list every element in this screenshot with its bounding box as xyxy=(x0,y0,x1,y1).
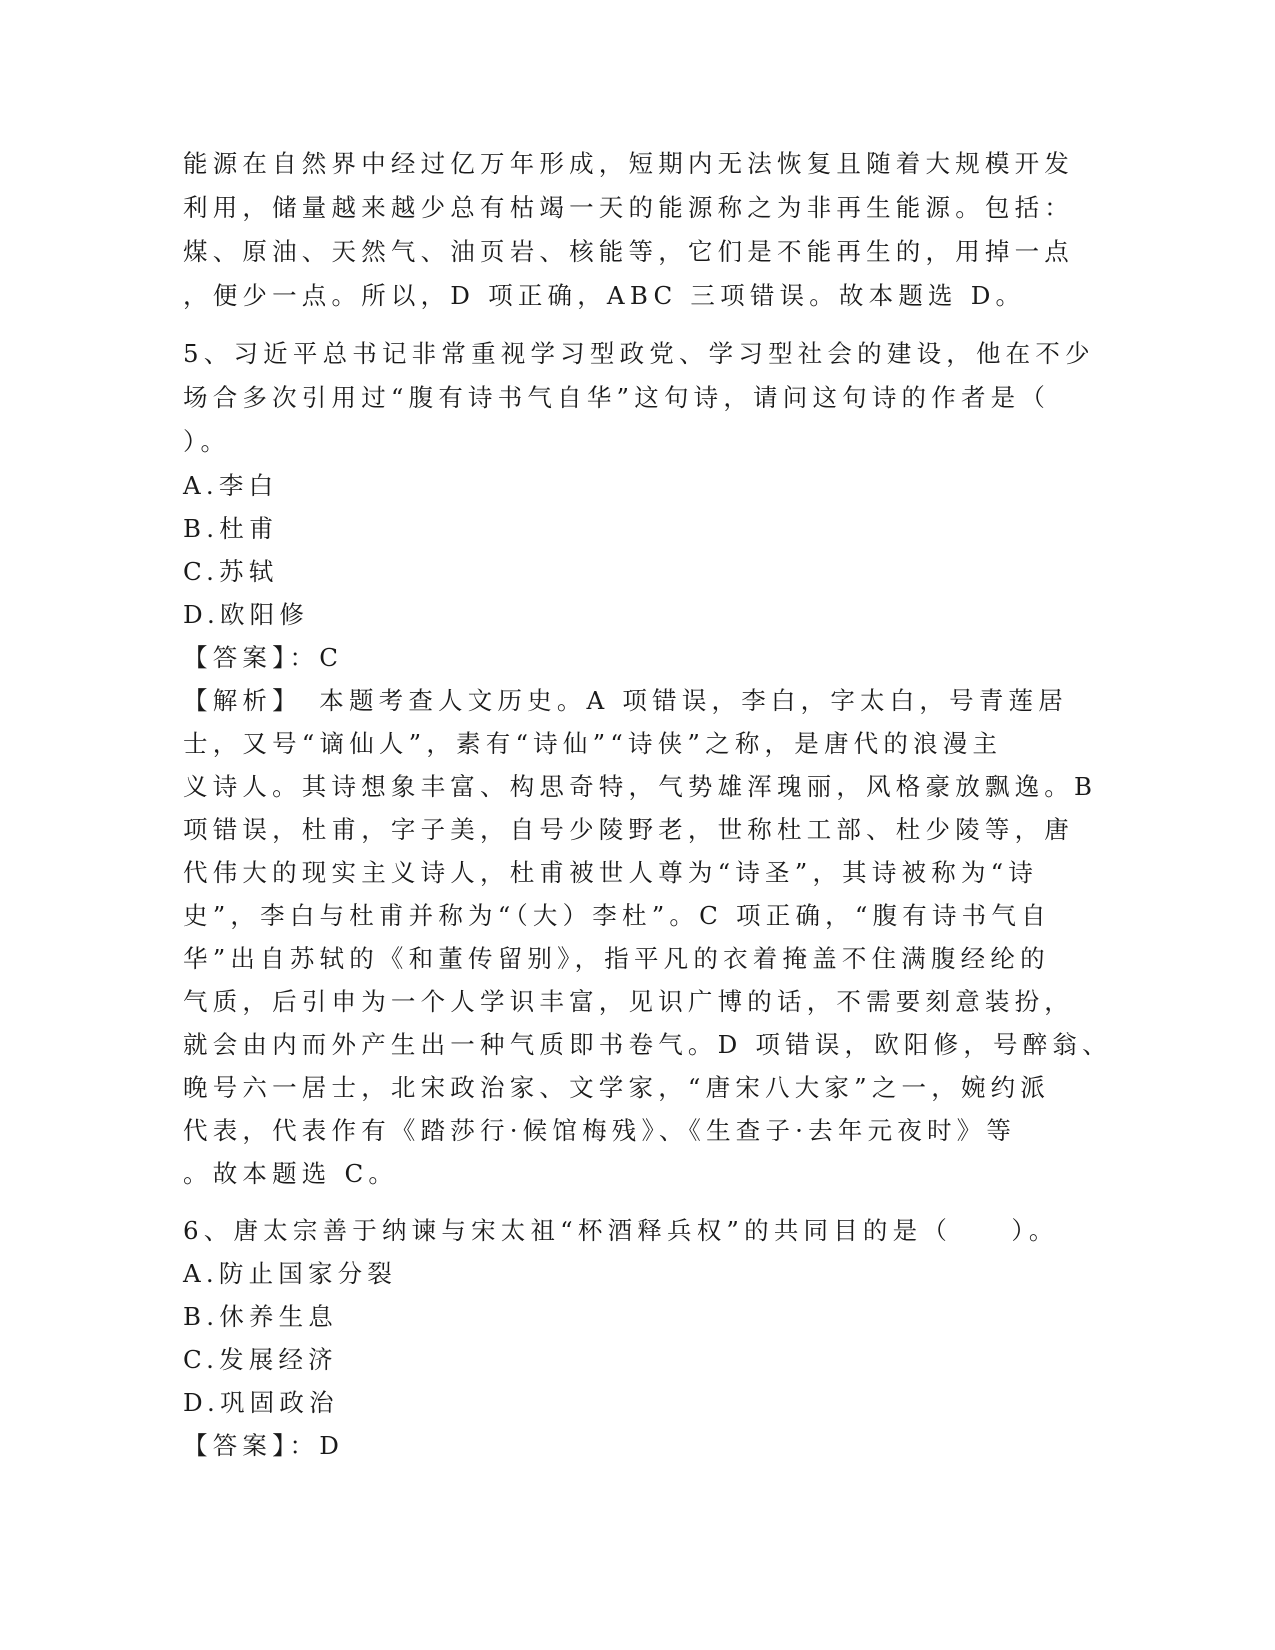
option-a: A.防止国家分裂 xyxy=(183,1259,398,1288)
explanation-line: 代伟大的现实主义诗人，杜甫被世人尊为“诗圣”，其诗被称为“诗 xyxy=(183,858,1039,887)
explanation-line: 晚号六一居士，北宋政治家、文学家，“唐宋八大家”之一，婉约派 xyxy=(183,1073,1051,1102)
explanation xyxy=(183,679,1112,1195)
explanation-line: 华”出自苏轼的《和董传留别》，指平凡的衣着掩盖不住满腹经纶的 xyxy=(183,944,1050,973)
text-line: 能源在自然界中经过亿万年形成，短期内无法恢复且随着大规模开发 xyxy=(183,149,1074,178)
text-line: 利用，储量越来越少总有枯竭一天的能源称之为非再生能源。包括： xyxy=(183,193,1074,222)
answer: 【答案】：C xyxy=(183,643,344,672)
explanation-line: 就会由内而外产生出一种气质即书卷气。D 项错误，欧阳修，号醉翁、 xyxy=(183,1030,1112,1059)
explanation-line: 代表，代表作有《踏莎行·候馆梅残》、《生查子·去年元夜时》等 xyxy=(183,1116,1017,1145)
option-d: D.欧阳修 xyxy=(183,600,310,629)
explanation-line: 义诗人。其诗想象丰富、构思奇特，气势雄浑瑰丽，风格豪放飘逸。B xyxy=(183,772,1098,801)
text-line: 煤、原油、天然气、油页岩、核能等，它们是不能再生的，用掉一点 xyxy=(183,237,1074,266)
explanation-line: 气质，后引申为一个人学识丰富，见识广博的话，不需要刻意装扮， xyxy=(183,987,1074,1016)
option-c: C.苏轼 xyxy=(183,557,279,586)
text-line: ，便少一点。所以，D 项正确，ABC 三项错误。故本题选 D。 xyxy=(183,281,1026,310)
explanation-line: 。故本题选 C。 xyxy=(183,1159,399,1188)
option-b: B.休养生息 xyxy=(183,1302,338,1331)
question-6 xyxy=(183,1209,1083,1467)
option-b: B.杜甫 xyxy=(183,514,279,543)
answer: 【答案】：D xyxy=(183,1431,345,1460)
intro-explanation xyxy=(183,142,1083,318)
option-a: A.李白 xyxy=(183,471,279,500)
question-stem-line: 5、习近平总书记非常重视学习型政党、学习型社会的建设，他在不少 xyxy=(183,339,1095,368)
question-5 xyxy=(183,332,1112,1195)
document-page xyxy=(183,142,1112,1467)
option-d: D.巩固政治 xyxy=(183,1388,339,1417)
question-stem-line: 6、唐太宗善于纳谏与宋太祖“杯酒释兵权”的共同目的是（ ）。 xyxy=(183,1216,1059,1245)
explanation-line: 项错误，杜甫，字子美，自号少陵野老，世称杜工部、杜少陵等，唐 xyxy=(183,815,1074,844)
explanation-line: 史”，李白与杜甫并称为“（大）李杜”。C 项正确，“腹有诗书气自 xyxy=(183,901,1051,930)
explanation-line: 【解析】 本题考查人文历史。A 项错误，李白，字太白，号青莲居 xyxy=(183,686,1068,715)
explanation-line: 士，又号“谪仙人”，素有“诗仙”“诗侠”之称，是唐代的浪漫主 xyxy=(183,729,1003,758)
option-c: C.发展经济 xyxy=(183,1345,338,1374)
question-stem-line: ）。 xyxy=(183,427,231,456)
question-stem-line: 场合多次引用过“腹有诗书气自华”这句诗，请问这句诗的作者是（ xyxy=(183,383,1051,412)
